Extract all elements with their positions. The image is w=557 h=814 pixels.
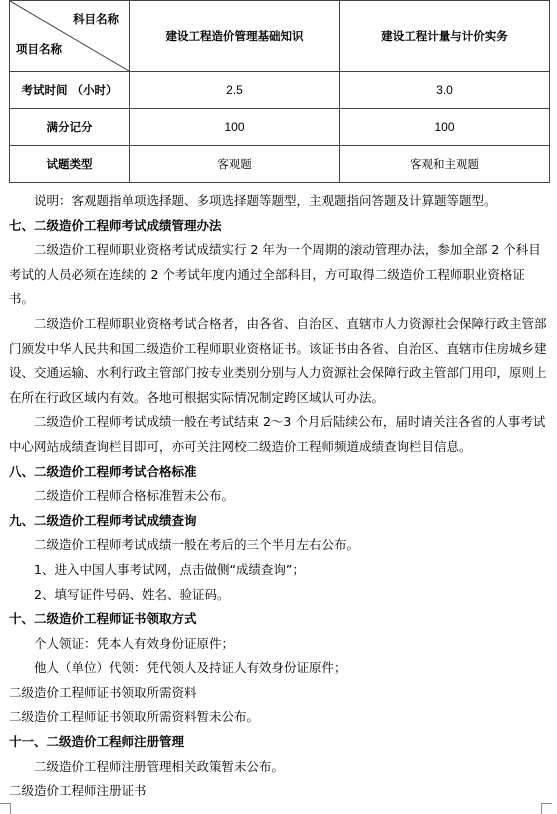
section-heading-8: 八、二级造价工程师考试合格标准 xyxy=(9,463,197,479)
column-header-subject-2: 建设工程计量与计价实务 xyxy=(340,1,550,72)
exam-info-table xyxy=(9,0,550,183)
paragraph: 二级造价工程师职业资格考试合格者，由各省、自治区、直辖市人力资源社会保障行政主管部门颁发中华人民共和国二级造价工程师职业资格证书。该证书由各省、自治区、直辖市住房城乡建设、交通运输、水利行政主管部门按专业类别分别与人力资源社会保障行政主管部门用印，原则上在所在行政区域内有效。各地可根据实际情况制定跨区域认可办法。 xyxy=(9,315,547,405)
list-item: 2、填写证件号码、姓名、验证码。 xyxy=(34,586,230,602)
paragraph: 二级造价工程师考试成绩一般在考后的三个半月左右公布。 xyxy=(34,537,360,553)
section-heading-7: 七、二级造价工程师考试成绩管理办法 xyxy=(9,217,222,233)
list-item: 1、进入中国人事考试网，点击做侧“成绩查询”； xyxy=(34,561,305,577)
row-label: 试题类型 xyxy=(10,146,130,183)
page-corner-mark xyxy=(541,803,552,814)
paragraph: 他人（单位）代领：凭代领人及持证人有效身份证原件； xyxy=(34,660,347,676)
paragraph: 二级造价工程师注册管理相关政策暂未公布。 xyxy=(34,758,285,774)
paragraph: 二级造价工程师合格标准暂未公布。 xyxy=(34,488,235,504)
document-body xyxy=(9,189,549,804)
row-label: 满分记分 xyxy=(10,109,130,146)
table-row xyxy=(10,109,550,146)
diagonal-header-cell xyxy=(10,1,130,72)
diag-bottom-label: 项目名称 xyxy=(16,42,62,56)
table-row xyxy=(10,146,550,183)
table-cell: 客观题 xyxy=(130,146,340,183)
paragraph: 二级造价工程师考试成绩一般在考试结束 2～3 个月后陆续公布，届时请关注各省的人事考试中心网站成绩查询栏目即可，亦可关注网校二级造价工程师频道成绩查询栏目信息。 xyxy=(9,414,546,454)
section-heading-11: 十一、二级造价工程师注册管理 xyxy=(9,734,185,750)
section-heading-10: 十、二级造价工程师证书领取方式 xyxy=(9,611,197,627)
section-heading-9: 九、二级造价工程师考试成绩查询 xyxy=(9,512,197,528)
page-corner-mark xyxy=(0,803,11,814)
column-header-subject-1: 建设工程造价管理基础知识 xyxy=(130,1,340,72)
paragraph: 二级造价工程师证书领取所需资料暂未公布。 xyxy=(9,709,260,725)
table-cell: 2.5 xyxy=(130,72,340,109)
table-note: 说明：客观题指单项选择题、多项选择题等题型，主观题指问答题及计算题等题型。 xyxy=(34,193,497,208)
table-cell: 3.0 xyxy=(340,72,550,109)
table-cell: 100 xyxy=(340,109,550,146)
row-label: 考试时间 （小时） xyxy=(10,72,130,109)
table-header-row xyxy=(10,1,550,72)
diag-top-label: 科目名称 xyxy=(73,12,119,26)
table-row xyxy=(10,72,550,109)
table-cell: 客观和主观题 xyxy=(340,146,550,183)
paragraph: 二级造价工程师注册证书 xyxy=(9,783,147,799)
paragraph: 二级造价工程师证书领取所需资料 xyxy=(9,684,197,700)
paragraph: 个人领证：凭本人有效身份证原件； xyxy=(34,635,235,651)
table-cell: 100 xyxy=(130,109,340,146)
paragraph: 二级造价工程师职业资格考试成绩实行 2 年为一个周期的滚动管理办法，参加全部 2 个科目考试的人员必须在连续的 2 个考试年度内通过全部科目，方可取得二级造价工程师职业资格证书。 xyxy=(9,242,541,307)
